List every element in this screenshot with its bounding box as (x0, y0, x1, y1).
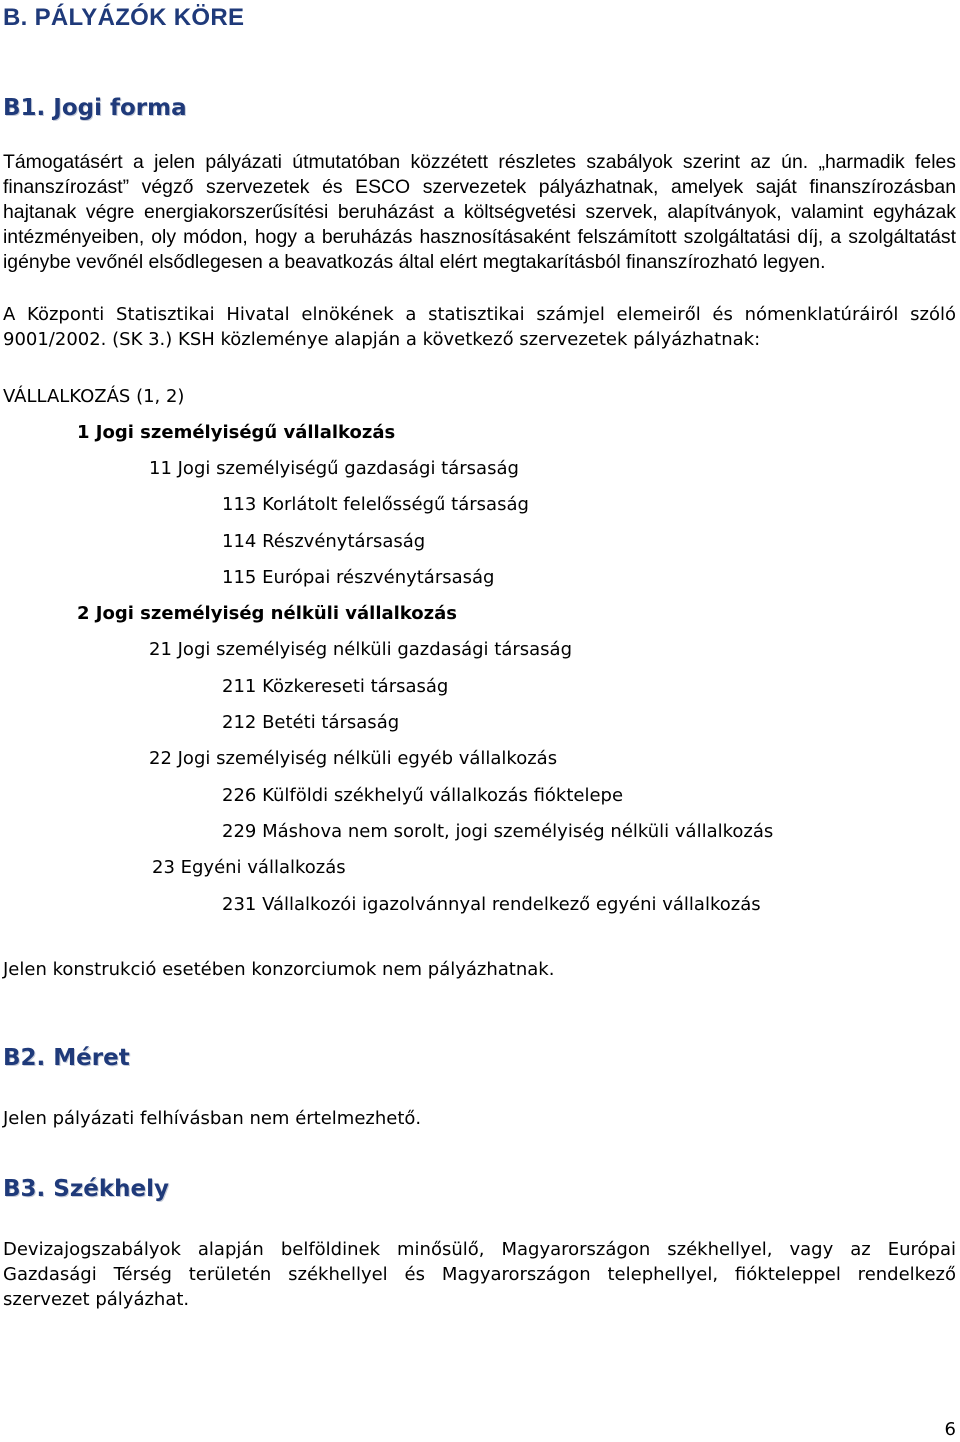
tree-item-21: 21 Jogi személyiség nélküli gazdasági társaság (149, 639, 572, 660)
tree-item-229: 229 Máshova nem sorolt, jogi személyiség nélküli vállalkozás (222, 821, 774, 842)
section-title: B. PÁLYÁZÓK KÖRE (3, 4, 245, 31)
tree-item-2: 2 Jogi személyiség nélküli vállalkozás (77, 603, 457, 624)
b3-text: Devizajogszabályok alapján belföldinek minősülő, Magyarországon székhellyel, vagy az Európai Gazdasági Térség területén székhellyel és Magyarországon telephellyel, fiókteleppel rendelkező szervezet pályázhat. (3, 1239, 956, 1310)
b1-paragraph-1: Támogatásért a jelen pályázati útmutatóban közzétett részletes szabályok szerint az ún. „harmadik feles finanszírozást” végző szervezetek és ESCO szervezetek pályázhatnak, amelyek saját finanszírozásban hajtanak végre energiakorszerűsítési beruházást a költségvetési szervek, alapítványok, valamint egyházak intézményeiben, oly módon, hogy a beruházás hasznosításaként felszámított szolgáltatási díj, a szolgáltatást igénybe vevőnél elsődlegesen a beavatkozás által elért megtakarításból finanszírozható legyen. (3, 151, 956, 273)
tree-item-1: 1 Jogi személyiségű vállalkozás (77, 422, 396, 443)
tree-item-211: 211 Közkereseti társaság (222, 676, 449, 697)
tree-item-113: 113 Korlátolt felelősségű társaság (222, 494, 529, 515)
b2-heading: B2. Méret (3, 1045, 130, 1071)
b1-paragraph-2: A Központi Statisztikai Hivatal elnökének a statisztikai számjel elemeiről és nómenklatúráiról szóló 9001/2002. (SK 3.) KSH közleménye alapján a következő szervezetek pályázhatnak: (3, 304, 956, 350)
b1-note: Jelen konstrukció esetében konzorciumok nem pályázhatnak. (3, 959, 555, 980)
b2-text: Jelen pályázati felhívásban nem értelmezhető. (3, 1108, 422, 1129)
b3-heading: B3. Székhely (3, 1176, 169, 1202)
tree-item-114: 114 Részvénytársaság (222, 531, 426, 552)
tree-item-22: 22 Jogi személyiség nélküli egyéb vállalkozás (149, 748, 558, 769)
tree-item-226: 226 Külföldi székhelyű vállalkozás fióktelepe (222, 785, 624, 806)
tree-item-231: 231 Vállalkozói igazolvánnyal rendelkező egyéni vállalkozás (222, 894, 761, 915)
category-label: VÁLLALKOZÁS (1, 2) (3, 386, 185, 407)
tree-item-23: 23 Egyéni vállalkozás (152, 857, 346, 878)
tree-item-11: 11 Jogi személyiségű gazdasági társaság (149, 458, 519, 479)
b1-heading: B1. Jogi forma (3, 95, 187, 121)
tree-item-212: 212 Betéti társaság (222, 712, 400, 733)
tree-item-115: 115 Európai részvénytársaság (222, 567, 495, 588)
page-number: 6 (944, 1419, 956, 1440)
